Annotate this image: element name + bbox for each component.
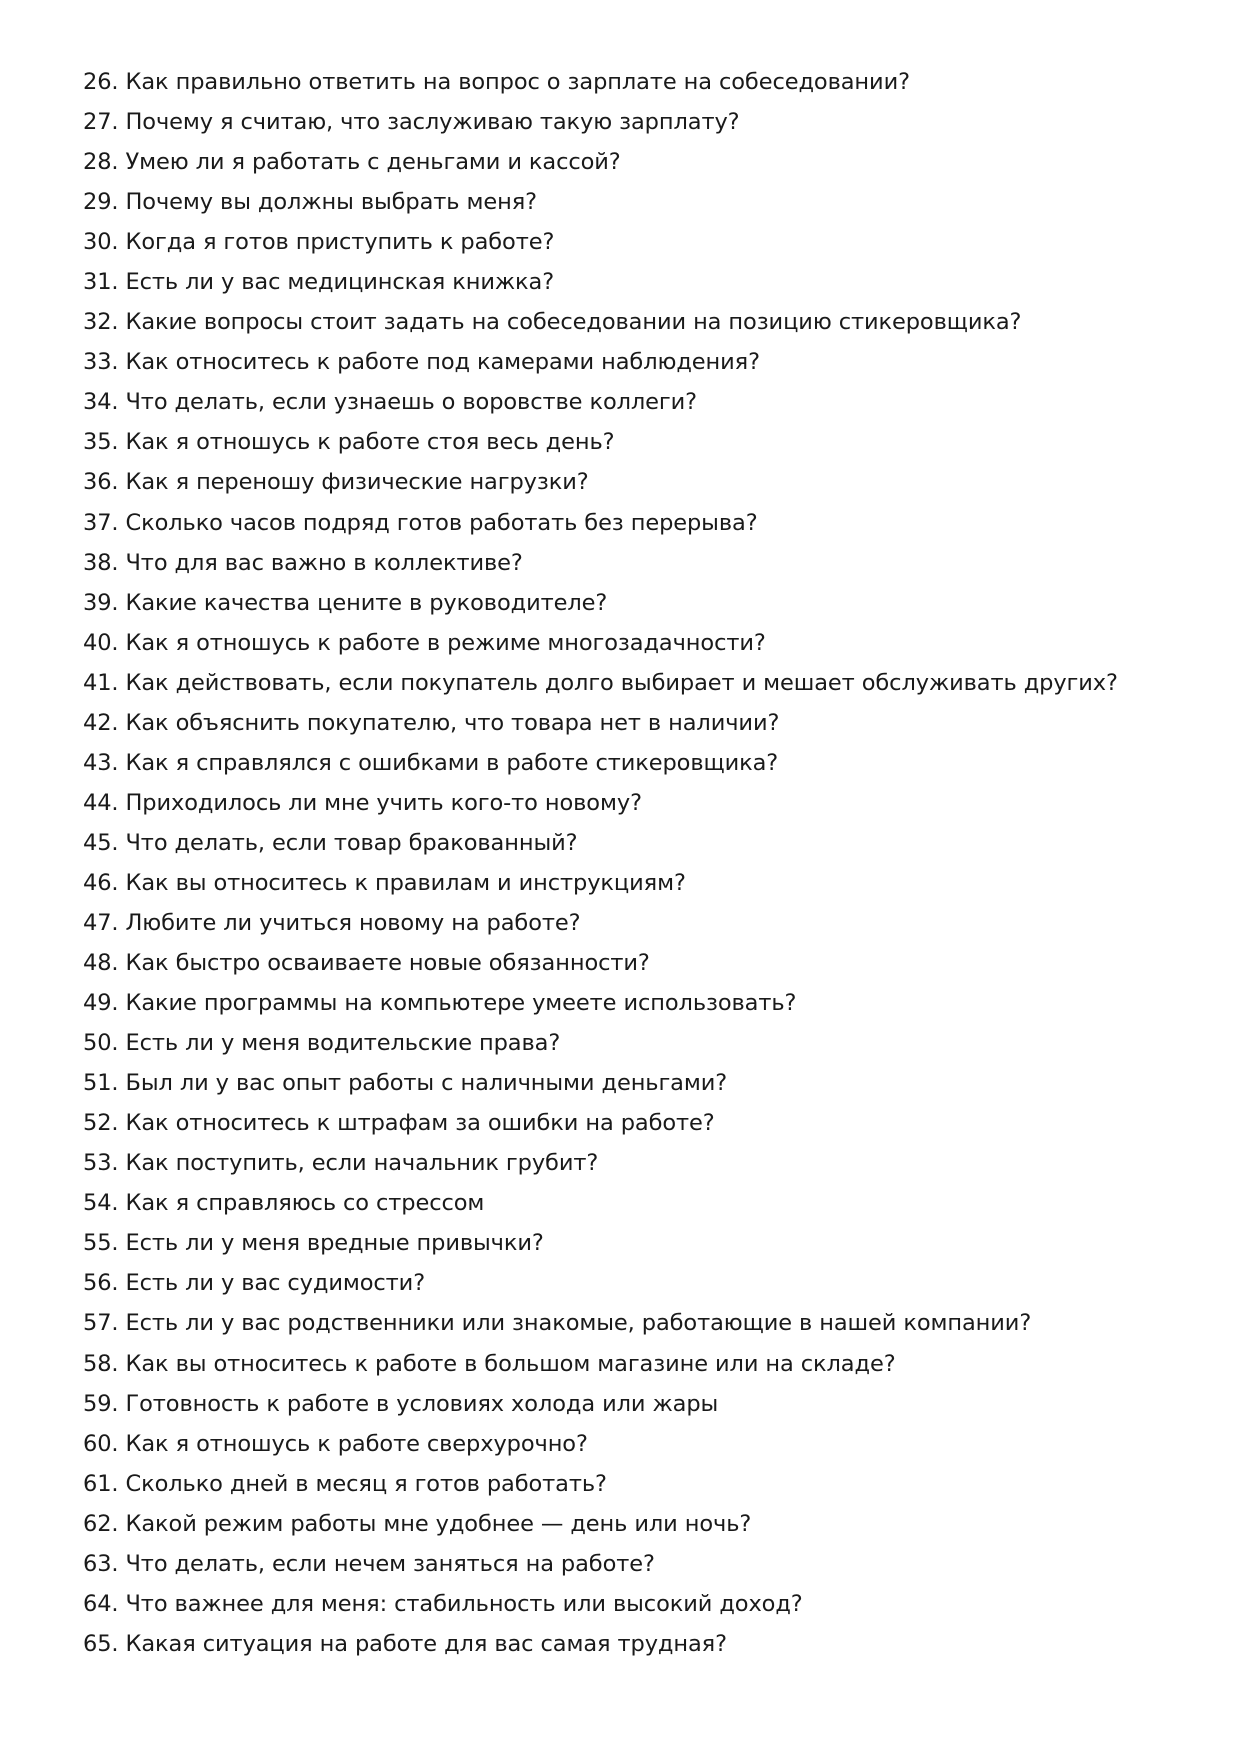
list-item [83,1103,1183,1143]
question-number: 51. [83,1070,119,1097]
question-number: 62. [83,1510,119,1537]
question-number: 61. [83,1470,119,1497]
question-text: Как быстро осваиваете новые обязанности? [125,950,650,977]
list-item [83,983,1183,1023]
question-number: 56. [83,1270,119,1297]
list-item [83,462,1183,502]
list-item [83,1544,1183,1584]
question-text: Есть ли у меня водительские права? [125,1030,561,1057]
question-number: 63. [83,1550,119,1577]
question-number: 59. [83,1390,119,1417]
question-text: Когда я готов приступить к работе? [125,229,555,256]
list-item [83,262,1183,302]
question-number: 45. [83,829,119,856]
list-item [83,623,1183,663]
list-item [83,1263,1183,1303]
list-item [83,1063,1183,1103]
list-item [83,142,1183,182]
question-text: Есть ли у меня вредные привычки? [125,1230,544,1257]
question-number: 31. [83,269,119,296]
list-item [83,783,1183,823]
question-number: 38. [83,549,119,576]
list-item [83,102,1183,142]
question-number: 57. [83,1310,119,1337]
list-item [83,663,1183,703]
list-item [83,222,1183,262]
question-text: Как вы относитесь к правилам и инструкциям? [125,869,686,896]
question-number: 48. [83,950,119,977]
question-number: 52. [83,1110,119,1137]
question-text: Как объяснить покупателю, что товара нет в наличии? [125,709,780,736]
question-text: Как я переношу физические нагрузки? [125,469,589,496]
list-item [83,1464,1183,1504]
question-number: 32. [83,309,119,336]
question-number: 60. [83,1430,119,1457]
question-number: 41. [83,669,119,696]
question-text: Любите ли учиться новому на работе? [125,910,581,936]
question-text: Как вы относитесь к работе в большом магазине или на складе? [125,1350,896,1377]
question-number: 26. [83,69,119,96]
list-item [83,1424,1183,1464]
list-item [83,943,1183,983]
question-number: 40. [83,629,119,656]
list-item [83,382,1183,422]
question-number: 37. [83,509,119,536]
question-text: Как я справляюсь со стрессом [125,1190,485,1217]
question-number: 64. [83,1590,119,1617]
list-item [83,903,1183,943]
question-number: 36. [83,469,119,496]
list-item [83,182,1183,222]
question-text: Как поступить, если начальник грубит? [125,1150,599,1177]
question-number: 65. [83,1630,119,1657]
list-item [83,1183,1183,1223]
question-text: Как я отношусь к работе сверхурочно? [125,1430,588,1457]
question-text: Что делать, если узнаешь о воровстве коллеги? [125,389,697,416]
question-number: 33. [83,349,119,376]
question-text: Как я справлялся с ошибками в работе стикеровщика? [125,749,779,776]
question-text: Есть ли у вас судимости? [125,1270,426,1297]
list-item [83,422,1183,462]
question-list [83,62,1183,1664]
question-number: 50. [83,1030,119,1057]
question-number: 43. [83,749,119,776]
question-text: Какой режим работы мне удобнее — день или ночь? [125,1510,752,1537]
question-number: 44. [83,789,119,816]
question-text: Как относитесь к работе под камерами наблюдения? [125,349,760,376]
list-item [83,1504,1183,1544]
question-text: Почему вы должны выбрать меня? [125,189,538,216]
question-text: Приходилось ли мне учить кого-то новому? [125,789,642,816]
question-text: Умею ли я работать с деньгами и кассой? [125,149,621,176]
question-text: Сколько дней в месяц я готов работать? [125,1470,607,1497]
question-number: 46. [83,869,119,896]
question-number: 30. [83,229,119,256]
question-text: Как относитесь к штрафам за ошибки на работе? [125,1110,715,1137]
question-text: Есть ли у вас родственники или знакомые, работающие в нашей компании? [125,1310,1032,1337]
list-item [83,583,1183,623]
question-number: 34. [83,389,119,416]
question-number: 29. [83,189,119,216]
list-item [83,342,1183,382]
question-number: 53. [83,1150,119,1177]
list-item [83,543,1183,583]
question-number: 58. [83,1350,119,1377]
question-text: Что делать, если товар бракованный? [125,829,578,856]
question-number: 54. [83,1190,119,1217]
list-item [83,863,1183,903]
list-item [83,62,1183,102]
list-item [83,1624,1183,1664]
list-item [83,503,1183,543]
list-item [83,1023,1183,1063]
question-text: Был ли у вас опыт работы с наличными деньгами? [125,1070,728,1097]
question-text: Что важнее для меня: стабильность или высокий доход? [125,1590,803,1617]
list-item [83,823,1183,863]
question-number: 39. [83,589,119,616]
question-text: Какие программы на компьютере умеете использовать? [125,990,797,1017]
question-number: 47. [83,910,119,936]
question-number: 42. [83,709,119,736]
list-item [83,1584,1183,1624]
question-number: 35. [83,429,119,456]
question-number: 55. [83,1230,119,1257]
question-text: Какие вопросы стоит задать на собеседовании на позицию стикеровщика? [125,309,1022,336]
list-item [83,1223,1183,1263]
question-text: Есть ли у вас медицинская книжка? [125,269,555,296]
question-text: Что для вас важно в коллективе? [125,549,523,576]
list-item [83,1384,1183,1424]
question-text: Как правильно ответить на вопрос о зарплате на собеседовании? [125,69,910,96]
question-number: 28. [83,149,119,176]
question-text: Как я отношусь к работе в режиме многозадачности? [125,629,766,656]
question-text: Какие качества цените в руководителе? [125,589,608,616]
list-item [83,743,1183,783]
question-text: Что делать, если нечем заняться на работе? [125,1550,655,1577]
question-number: 27. [83,109,119,136]
question-text: Почему я считаю, что заслуживаю такую зарплату? [125,109,740,136]
question-text: Сколько часов подряд готов работать без перерыва? [125,509,758,536]
list-item [83,302,1183,342]
question-number: 49. [83,990,119,1017]
question-text: Какая ситуация на работе для вас самая трудная? [125,1630,727,1657]
question-text: Как действовать, если покупатель долго выбирает и мешает обслуживать других? [125,669,1118,696]
list-item [83,1303,1183,1343]
question-text: Как я отношусь к работе стоя весь день? [125,429,615,456]
question-text: Готовность к работе в условиях холода или жары [125,1390,719,1417]
list-item [83,1143,1183,1183]
list-item [83,1344,1183,1384]
list-item [83,703,1183,743]
